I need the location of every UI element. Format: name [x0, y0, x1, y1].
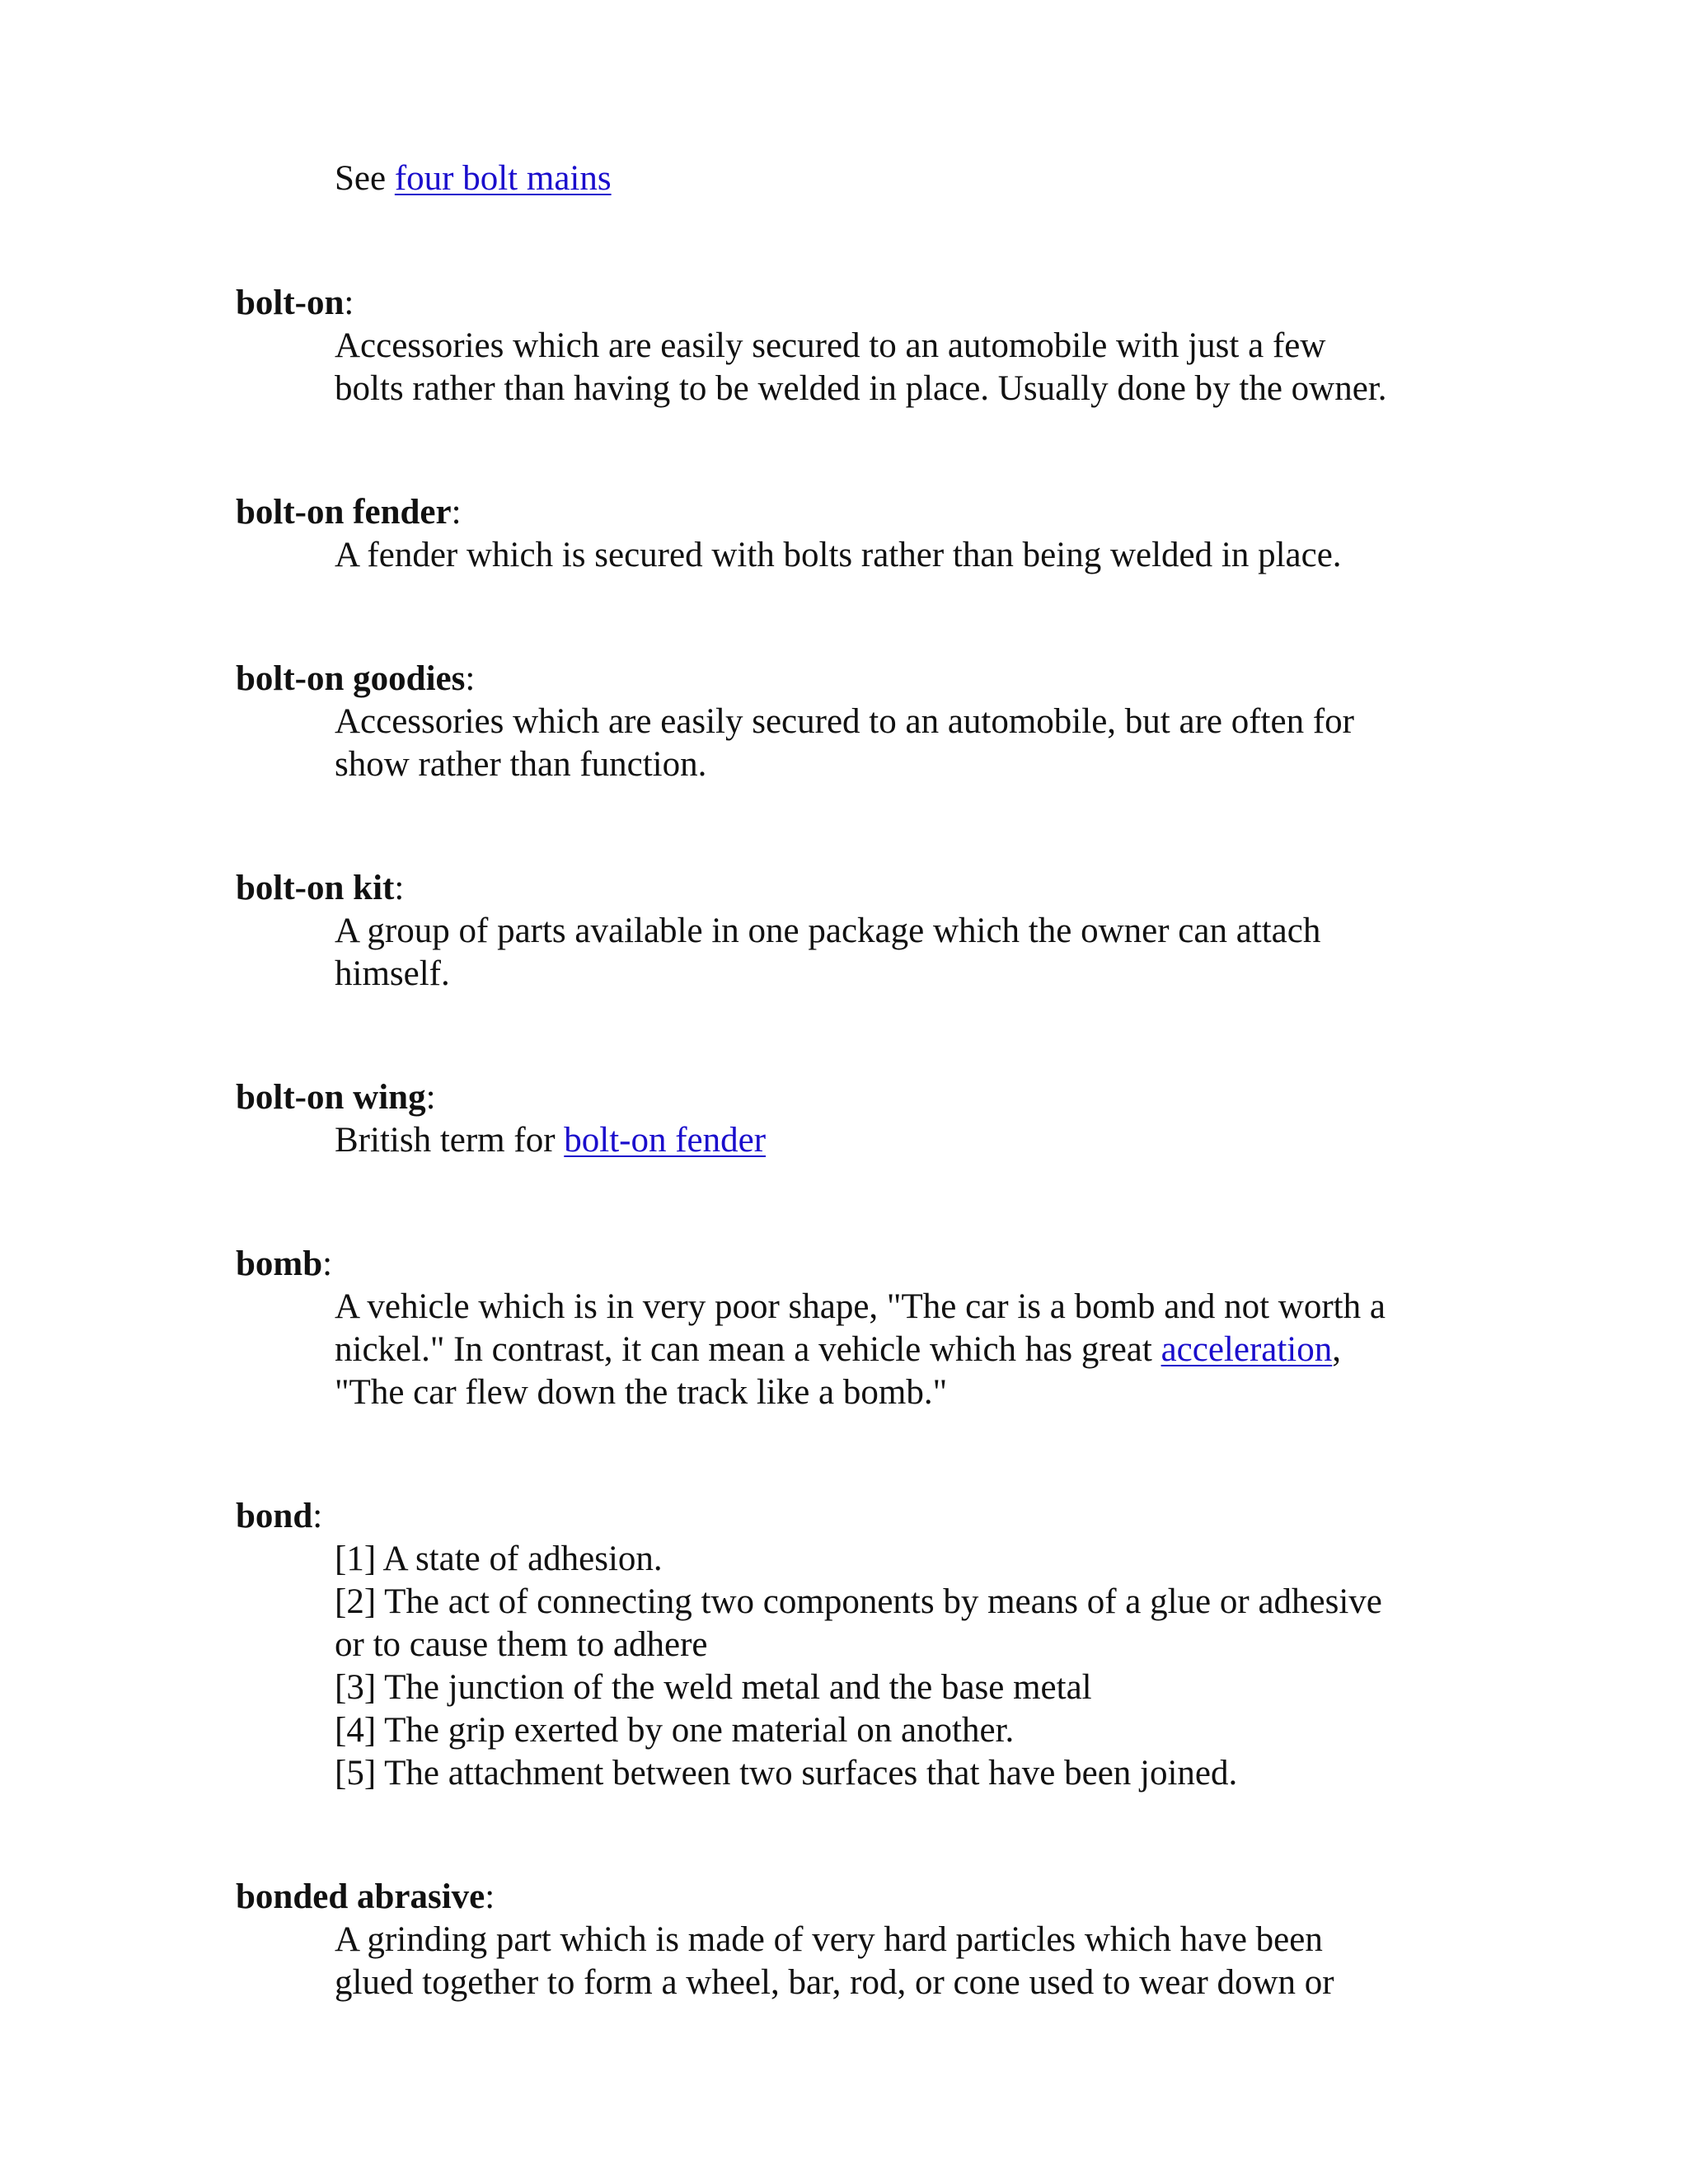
definition-line — [335, 1329, 1341, 1371]
term-colon: : — [394, 869, 405, 907]
term-colon: : — [312, 1497, 323, 1535]
glossary-term-bolt-on-fender — [236, 491, 462, 534]
definition-line — [335, 157, 612, 200]
definition-text: A fender which is secured with bolts rather than being welded in place. — [335, 536, 1342, 574]
definition-text: British term for — [335, 1121, 565, 1160]
definition-text: A vehicle which is in very poor shape, "The car is a bomb and not worth a — [335, 1287, 1386, 1326]
term-label: bomb — [236, 1244, 323, 1283]
glossary-term-bolt-on-goodies — [236, 658, 475, 701]
glossary-term-bolt-on — [236, 282, 354, 325]
definition-line — [335, 1371, 947, 1414]
definition-line — [335, 534, 1342, 577]
term-label: bond — [236, 1497, 313, 1535]
definition-line — [335, 1538, 663, 1581]
term-colon: : — [465, 659, 476, 698]
glossary-link[interactable]: four bolt mains — [394, 159, 612, 198]
glossary-link[interactable]: bolt-on fender — [564, 1121, 767, 1160]
definition-text: glued together to form a wheel, bar, rod, or cone used to wear down or — [335, 1963, 1334, 2002]
definition-line — [335, 953, 450, 996]
definition-text: [3] The junction of the weld metal and the base metal — [335, 1668, 1092, 1707]
glossary-term-bolt-on-wing — [236, 1076, 436, 1119]
term-label: bolt-on wing — [236, 1078, 426, 1117]
term-label: bolt-on — [236, 284, 345, 322]
term-colon: : — [344, 284, 354, 322]
definition-line — [335, 1709, 1014, 1752]
term-colon: : — [451, 493, 462, 532]
glossary-term-bolt-on-kit — [236, 867, 404, 910]
term-label: bolt-on fender — [236, 493, 452, 532]
definition-line — [335, 701, 1354, 743]
glossary-link[interactable]: acceleration — [1160, 1330, 1333, 1369]
definition-text: [1] A state of adhesion. — [335, 1540, 663, 1578]
glossary-term-bomb — [236, 1243, 332, 1286]
term-colon: : — [322, 1244, 333, 1283]
definition-text: See — [335, 159, 395, 198]
glossary-term-bonded-abrasive — [236, 1876, 495, 1919]
definition-text: [5] The attachment between two surfaces that have been joined. — [335, 1754, 1238, 1793]
definition-line — [335, 1286, 1386, 1329]
definition-text: [2] The act of connecting two components by means of a glue or adhesive — [335, 1582, 1382, 1621]
definition-line — [335, 1581, 1382, 1624]
glossary-term-bond — [236, 1495, 322, 1538]
definition-text: Accessories which are easily secured to an automobile, but are often for — [335, 702, 1354, 741]
definition-line — [335, 910, 1320, 953]
definition-line — [335, 1919, 1323, 1961]
definition-text: or to cause them to adhere — [335, 1625, 708, 1664]
term-label: bolt-on kit — [236, 869, 395, 907]
definition-text: show rather than function. — [335, 745, 707, 784]
definition-line — [335, 1119, 766, 1162]
definition-line — [335, 1961, 1334, 2004]
definition-text: bolts rather than having to be welded in place. Usually done by the owner. — [335, 369, 1387, 408]
term-colon: : — [485, 1877, 495, 1916]
definition-line — [335, 325, 1325, 368]
definition-line — [335, 743, 706, 786]
term-label: bonded abrasive — [236, 1877, 485, 1916]
definition-text: [4] The grip exerted by one material on another. — [335, 1711, 1015, 1750]
term-colon: : — [425, 1078, 436, 1117]
definition-line — [335, 1752, 1237, 1795]
definition-text: A grinding part which is made of very hard particles which have been — [335, 1920, 1323, 1959]
definition-text: Accessories which are easily secured to an automobile with just a few — [335, 326, 1326, 365]
definition-text: , — [1332, 1330, 1342, 1369]
definition-line — [335, 1666, 1092, 1709]
definition-text: A group of parts available in one package which the owner can attach — [335, 912, 1321, 950]
definition-text: "The car flew down the track like a bomb." — [335, 1373, 948, 1412]
definition-line — [335, 368, 1387, 410]
definition-text: himself. — [335, 954, 450, 993]
definition-text: nickel." In contrast, it can mean a vehicle which has great — [335, 1330, 1161, 1369]
term-label: bolt-on goodies — [236, 659, 466, 698]
definition-line — [335, 1624, 708, 1666]
